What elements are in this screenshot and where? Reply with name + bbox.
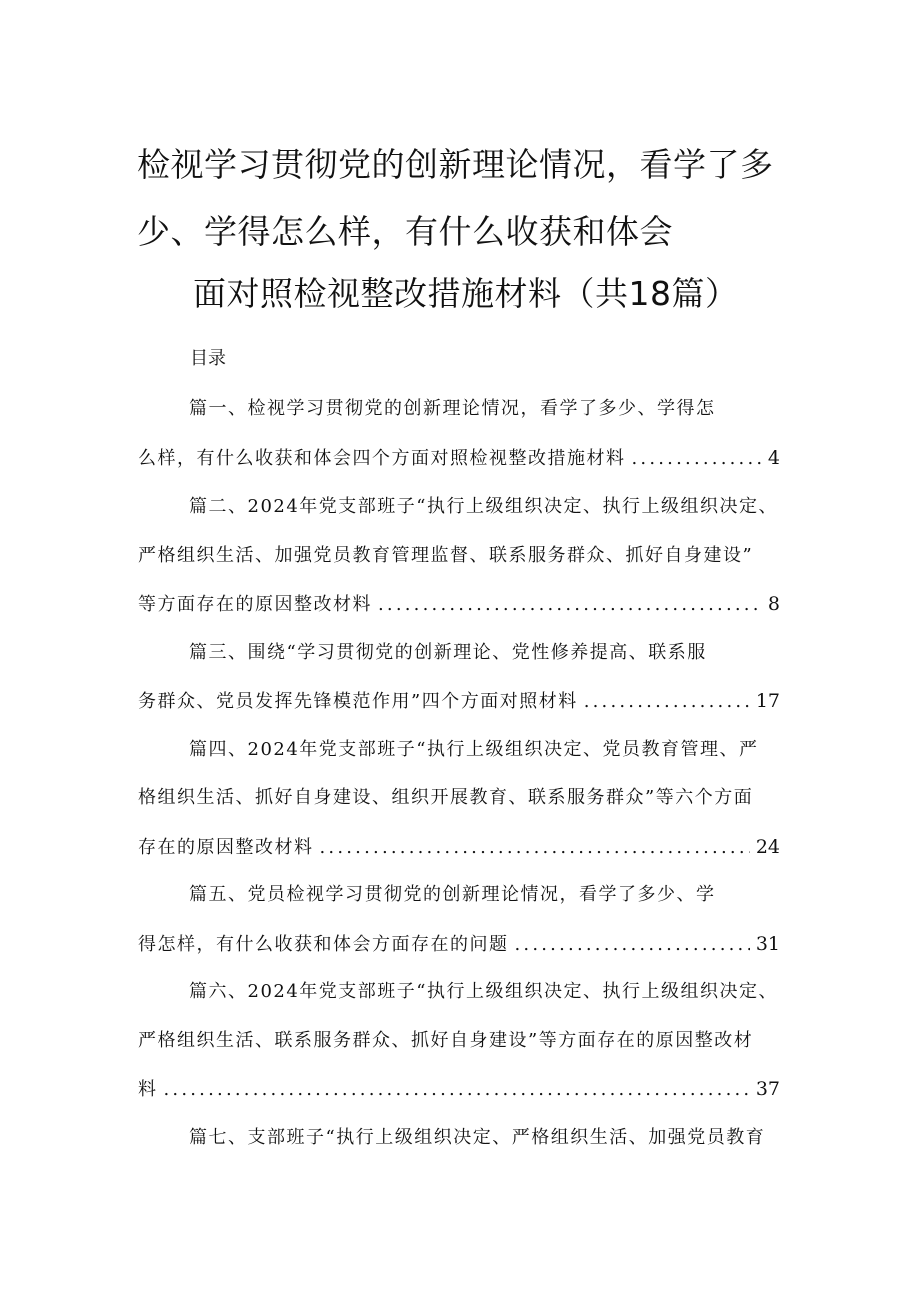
toc-entry-6-line-2: 严格组织生活、联系服务群众、抓好自身建设”等方面存在的原因整改材: [138, 1030, 754, 1051]
dot-leader: [164, 1078, 750, 1102]
toc-entry-5-last-line: [138, 932, 780, 957]
toc-entry-5-text-end: 得怎样，有什么收获和体会方面存在的问题: [138, 934, 509, 955]
toc-entry-1-last-line: [138, 446, 780, 471]
document-title-line-1: 检视学习贯彻党的创新理论情况，看学了多: [137, 145, 774, 184]
toc-entry-4-text-end: 存在的原因整改材料: [138, 837, 314, 858]
toc-entry-1-text-end: 么样，有什么收获和体会四个方面对照检视整改措施材料: [138, 448, 626, 469]
toc-entry-5-line-1: 篇五、党员检视学习贯彻党的创新理论情况，看学了多少、学: [189, 884, 716, 905]
toc-entry-2-text-end: 等方面存在的原因整改材料: [138, 594, 372, 615]
document-title-line-2: 少、学得怎么样，有什么收获和体会: [137, 212, 673, 251]
toc-entry-3-text-end: 务群众、党员发挥先锋模范作用”四个方面对照材料: [138, 691, 578, 712]
toc-entry-4-line-1: 篇四、2024年党支部班子“执行上级组织决定、党员教育管理、严: [189, 739, 759, 760]
dot-leader: [378, 593, 762, 617]
toc-entry-1-page-number: 4: [767, 447, 780, 469]
toc-entry-3-last-line: [138, 689, 780, 714]
toc-entry-2-line-1: 篇二、2024年党支部班子“执行上级组织决定、执行上级组织决定、: [189, 496, 779, 517]
toc-entry-6-text-end: 料: [138, 1079, 158, 1100]
toc-entry-4-last-line: [138, 835, 780, 860]
document-title-line-3: 面对照检视整改措施材料（共18篇）: [193, 274, 739, 313]
toc-entry-4-page-number: 24: [755, 836, 780, 858]
toc-entry-6-page-number: 37: [755, 1078, 780, 1100]
toc-entry-2-page-number: 8: [767, 593, 780, 615]
dot-leader: [320, 836, 750, 860]
toc-entry-5-page-number: 31: [755, 933, 780, 955]
toc-entry-6-line-1: 篇六、2024年党支部班子“执行上级组织决定、执行上级组织决定、: [189, 981, 779, 1002]
toc-heading: 目录: [190, 348, 226, 369]
toc-entry-2-line-2: 严格组织生活、加强党员教育管理监督、联系服务群众、抓好自身建设”: [138, 545, 754, 566]
toc-entry-3-line-1: 篇三、围绕“学习贯彻党的创新理论、党性修养提高、联系服: [189, 642, 707, 663]
toc-entry-3-page-number: 17: [755, 690, 780, 712]
toc-entry-2-last-line: [138, 592, 780, 617]
dot-leader: [515, 933, 750, 957]
dot-leader: [584, 690, 750, 714]
toc-entry-1-line-1: 篇一、检视学习贯彻党的创新理论情况，看学了多少、学得怎: [189, 398, 716, 419]
dot-leader: [632, 447, 762, 471]
toc-entry-6-last-line: [138, 1077, 780, 1102]
toc-entry-7-line-1: 篇七、支部班子“执行上级组织决定、严格组织生活、加强党员教育: [189, 1127, 766, 1148]
toc-entry-4-line-2: 格组织生活、抓好自身建设、组织开展教育、联系服务群众”等六个方面: [138, 787, 754, 808]
